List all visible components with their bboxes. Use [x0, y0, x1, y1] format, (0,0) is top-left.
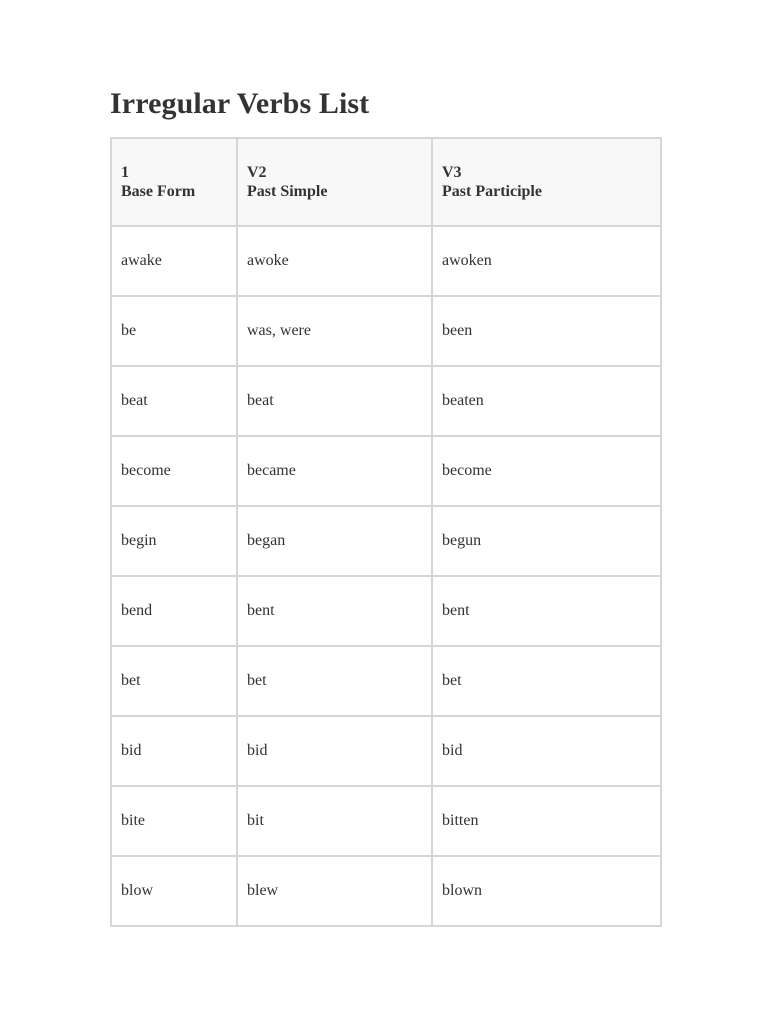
- base-form-cell: bet: [111, 646, 237, 716]
- base-form-cell: begin: [111, 506, 237, 576]
- table-row: [111, 366, 661, 436]
- page-title: Irregular Verbs List: [110, 87, 370, 120]
- past-participle-cell: bitten: [432, 786, 661, 856]
- table-row: [111, 226, 661, 296]
- table-row: [111, 296, 661, 366]
- base-form-cell: beat: [111, 366, 237, 436]
- table-row: [111, 506, 661, 576]
- past-participle-cell: beaten: [432, 366, 661, 436]
- header-past-participle-label: Past Participle: [442, 183, 542, 200]
- header-past-simple: [237, 138, 432, 226]
- header-past-simple-label: Past Simple: [247, 183, 328, 200]
- base-form-cell: bid: [111, 716, 237, 786]
- table-body: [111, 226, 661, 926]
- table-row: [111, 786, 661, 856]
- table-row: [111, 436, 661, 506]
- past-participle-cell: been: [432, 296, 661, 366]
- past-simple-cell: became: [237, 436, 432, 506]
- past-simple-cell: bid: [237, 716, 432, 786]
- header-past-simple-number: V2: [247, 164, 267, 181]
- past-participle-cell: blown: [432, 856, 661, 926]
- base-form-cell: bend: [111, 576, 237, 646]
- base-form-cell: become: [111, 436, 237, 506]
- past-simple-cell: bet: [237, 646, 432, 716]
- header-base-form-number: 1: [121, 164, 129, 181]
- table-row: [111, 576, 661, 646]
- base-form-cell: bite: [111, 786, 237, 856]
- table-row: [111, 856, 661, 926]
- table-row: [111, 716, 661, 786]
- header-base-form-label: Base Form: [121, 183, 196, 200]
- base-form-cell: awake: [111, 226, 237, 296]
- header-past-participle-number: V3: [442, 164, 462, 181]
- past-simple-cell: was, were: [237, 296, 432, 366]
- table-header: [111, 138, 661, 226]
- header-row: [111, 138, 661, 226]
- irregular-verbs-table: [110, 137, 662, 927]
- past-simple-cell: awoke: [237, 226, 432, 296]
- past-simple-cell: blew: [237, 856, 432, 926]
- past-simple-cell: bent: [237, 576, 432, 646]
- past-participle-cell: bet: [432, 646, 661, 716]
- base-form-cell: be: [111, 296, 237, 366]
- past-simple-cell: began: [237, 506, 432, 576]
- past-participle-cell: awoken: [432, 226, 661, 296]
- header-base-form: [111, 138, 237, 226]
- past-participle-cell: begun: [432, 506, 661, 576]
- base-form-cell: blow: [111, 856, 237, 926]
- table-row: [111, 646, 661, 716]
- past-simple-cell: bit: [237, 786, 432, 856]
- header-past-participle: [432, 138, 661, 226]
- past-participle-cell: bid: [432, 716, 661, 786]
- past-participle-cell: become: [432, 436, 661, 506]
- past-simple-cell: beat: [237, 366, 432, 436]
- past-participle-cell: bent: [432, 576, 661, 646]
